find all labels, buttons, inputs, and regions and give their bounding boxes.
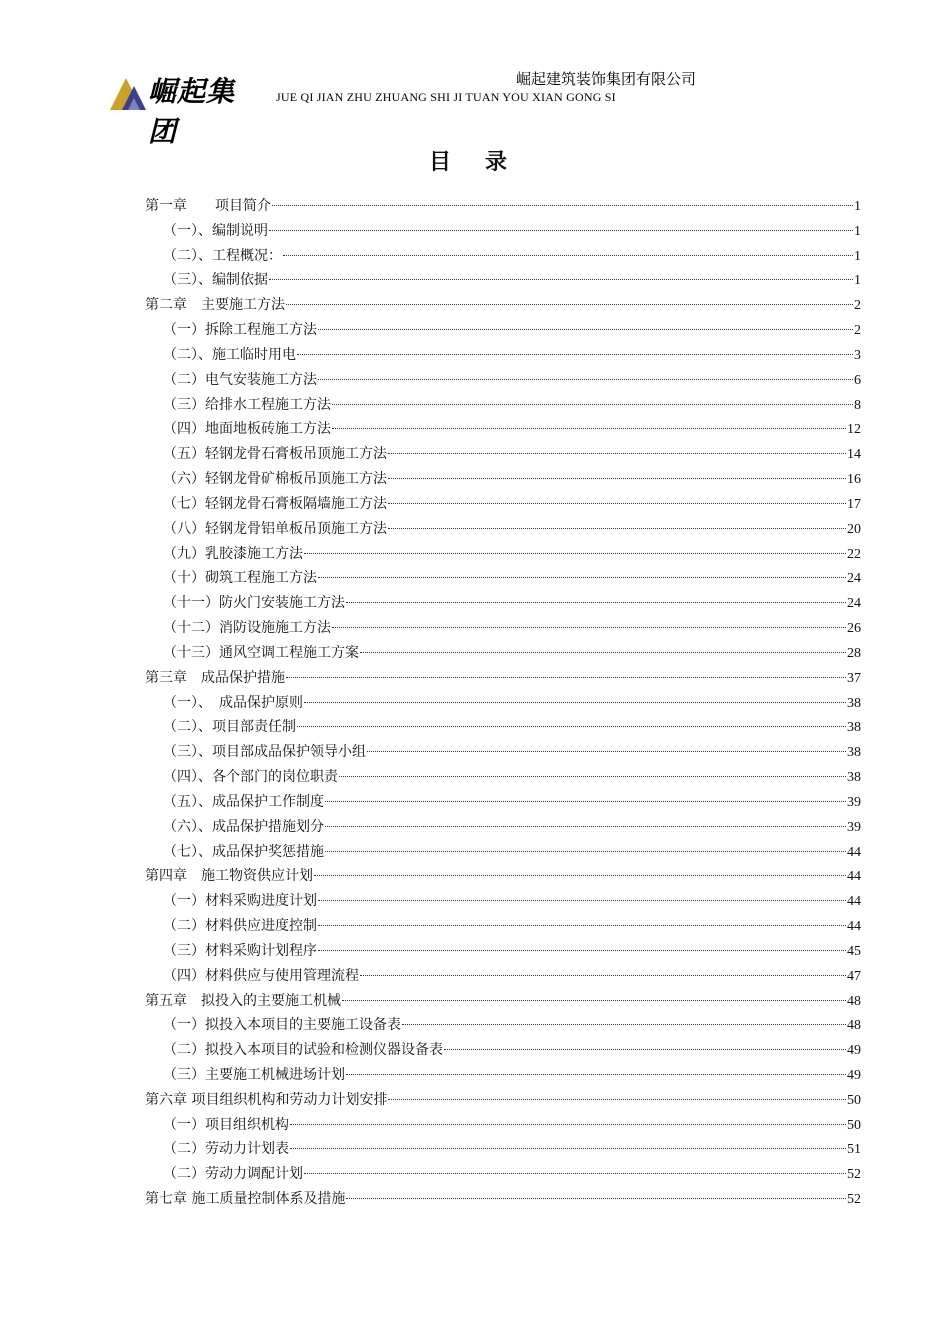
- toc-entry-label: （三）材料采购计划程序: [163, 942, 317, 959]
- toc-page-number: 1: [854, 273, 861, 289]
- toc-entry-label: （五）、成品保护工作制度: [163, 793, 324, 810]
- toc-entry-label: （一）材料采购进度计划: [163, 893, 317, 910]
- toc-page-number: 39: [847, 794, 861, 810]
- company-name-cn: 崛起建筑装饰集团有限公司: [516, 70, 697, 88]
- toc-entry-label: （七）轻钢龙骨石膏板隔墙施工方法: [163, 495, 387, 512]
- toc-dot-leader: [318, 950, 846, 951]
- toc-dot-leader: [318, 900, 846, 901]
- toc-page-number: 44: [847, 844, 861, 860]
- toc-page-number: 51: [847, 1142, 861, 1158]
- toc-section-row[interactable]: [145, 1162, 861, 1187]
- toc-entry-label: （二）、工程概况：: [163, 247, 282, 264]
- toc-section-row[interactable]: [145, 691, 861, 716]
- toc-dot-leader: [297, 354, 853, 355]
- toc-page-number: 26: [847, 621, 861, 637]
- toc-section-row[interactable]: [145, 939, 861, 964]
- toc-entry-label: （三）、项目部成品保护领导小组: [163, 744, 366, 761]
- toc-dot-leader: [325, 851, 846, 852]
- toc-page-number: 1: [854, 248, 861, 264]
- toc-dot-leader: [346, 1074, 846, 1075]
- toc-section-row[interactable]: [145, 417, 861, 442]
- toc-page-number: 1: [854, 223, 861, 239]
- toc-entry-label: （七）、成品保护奖惩措施: [163, 843, 324, 860]
- page-header: [108, 64, 828, 148]
- toc-dot-leader: [297, 726, 846, 727]
- toc-page-number: 16: [847, 472, 861, 488]
- toc-dot-leader: [360, 975, 846, 976]
- toc-section-row[interactable]: [145, 1063, 861, 1088]
- toc-section-row[interactable]: [145, 318, 861, 343]
- toc-section-row[interactable]: [145, 393, 861, 418]
- toc-entry-label: （六）、成品保护措施划分: [163, 818, 324, 835]
- toc-page-number: 52: [847, 1192, 861, 1208]
- toc-dot-leader: [360, 652, 846, 653]
- toc-dot-leader: [339, 776, 846, 777]
- toc-entry-label: （十）砌筑工程施工方法: [163, 570, 317, 587]
- logo-text: 崛起集团: [148, 75, 236, 148]
- toc-section-row[interactable]: [145, 244, 861, 269]
- toc-section-row[interactable]: [145, 889, 861, 914]
- toc-section-row[interactable]: [145, 815, 861, 840]
- toc-section-row[interactable]: [145, 542, 861, 567]
- toc-chapter-row[interactable]: [145, 989, 861, 1014]
- toc-page-number: 39: [847, 819, 861, 835]
- toc-page-number: 48: [847, 1018, 861, 1034]
- toc-dot-leader: [346, 1198, 846, 1199]
- toc-dot-leader: [318, 379, 853, 380]
- toc-entry-label: （八）轻钢龙骨铝单板吊顶施工方法: [163, 520, 387, 537]
- toc-dot-leader: [325, 801, 846, 802]
- toc-section-row[interactable]: [145, 467, 861, 492]
- toc-dot-leader: [367, 751, 846, 752]
- toc-page-number: 52: [847, 1167, 861, 1183]
- toc-entry-label: （二）材料供应进度控制: [163, 918, 317, 935]
- toc-page-number: 17: [847, 496, 861, 512]
- toc-section-row[interactable]: [145, 1113, 861, 1138]
- toc-entry-label: 第七章 施工质量控制体系及措施: [145, 1191, 346, 1208]
- toc-dot-leader: [318, 925, 846, 926]
- toc-chapter-row[interactable]: [145, 1187, 861, 1212]
- toc-entry-label: （三）主要施工机械进场计划: [163, 1066, 345, 1083]
- toc-section-row[interactable]: [145, 616, 861, 641]
- toc-entry-label: 第三章 成品保护措施: [145, 669, 285, 686]
- toc-section-row[interactable]: [145, 790, 861, 815]
- toc-entry-label: （十二）消防设施施工方法: [163, 620, 331, 637]
- toc-chapter-row[interactable]: [145, 293, 861, 318]
- toc-section-row[interactable]: [145, 219, 861, 244]
- toc-section-row[interactable]: [145, 765, 861, 790]
- toc-page-number: 38: [847, 770, 861, 786]
- toc-entry-label: （一）拟投入本项目的主要施工设备表: [163, 1017, 401, 1034]
- toc-dot-leader: [318, 577, 846, 578]
- toc-section-row[interactable]: [145, 343, 861, 368]
- toc-page-number: 44: [847, 894, 861, 910]
- logo-mark-icon: [108, 72, 148, 112]
- toc-section-row[interactable]: [145, 517, 861, 542]
- toc-section-row[interactable]: [145, 1137, 861, 1162]
- toc-entry-label: （二）拟投入本项目的试验和检测仪器设备表: [163, 1042, 443, 1059]
- toc-page-number: 20: [847, 521, 861, 537]
- toc-dot-leader: [332, 428, 846, 429]
- toc-section-row[interactable]: [145, 715, 861, 740]
- toc-page-number: 22: [847, 546, 861, 562]
- toc-section-row[interactable]: [145, 1038, 861, 1063]
- toc-title: 目录: [428, 149, 541, 175]
- toc-page-number: 3: [854, 347, 861, 363]
- toc-entry-label: （二）劳动力调配计划: [163, 1166, 303, 1183]
- toc-entry-label: 第一章 项目简介: [145, 198, 271, 214]
- toc-section-row[interactable]: [145, 840, 861, 865]
- toc-section-row[interactable]: [145, 442, 861, 467]
- toc-dot-leader: [402, 1024, 846, 1025]
- toc-dot-leader: [318, 329, 853, 330]
- toc-page-number: 49: [847, 1067, 861, 1083]
- toc-page-number: 1: [854, 199, 861, 214]
- toc-dot-leader: [342, 1000, 846, 1001]
- toc-page-number: 37: [847, 670, 861, 686]
- toc-page-number: 28: [847, 645, 861, 661]
- toc-dot-leader: [272, 205, 853, 206]
- toc-page-number: 50: [847, 1117, 861, 1133]
- toc-entry-label: （一）拆除工程施工方法: [163, 322, 317, 339]
- toc-section-row[interactable]: [145, 1013, 861, 1038]
- toc-page-number: 6: [854, 372, 861, 388]
- toc-chapter-row[interactable]: [145, 194, 861, 219]
- toc-dot-leader: [304, 702, 846, 703]
- toc-section-row[interactable]: [145, 914, 861, 939]
- toc-page-number: 44: [847, 869, 861, 885]
- toc-section-row[interactable]: [145, 368, 861, 393]
- toc-page-number: 24: [847, 571, 861, 587]
- toc-chapter-row[interactable]: [145, 1088, 861, 1113]
- toc-page-number: 45: [847, 943, 861, 959]
- toc-entry-label: （二）、项目部责任制: [163, 719, 296, 736]
- toc-section-row[interactable]: [145, 566, 861, 591]
- toc-page-number: 38: [847, 695, 861, 711]
- toc-entry-label: （一）、 成品保护原则: [163, 694, 303, 711]
- toc-page-number: 12: [847, 422, 861, 438]
- toc-page-number: 38: [847, 745, 861, 761]
- toc-page-number: 50: [847, 1092, 861, 1108]
- toc-section-row[interactable]: [145, 591, 861, 616]
- toc-entry-label: （五）轻钢龙骨石膏板吊顶施工方法: [163, 446, 387, 463]
- toc-entry-label: （十三）通风空调工程施工方案: [163, 644, 359, 661]
- toc-page-number: 49: [847, 1043, 861, 1059]
- toc-page-number: 14: [847, 447, 861, 463]
- toc-page-number: 44: [847, 919, 861, 935]
- toc-section-row[interactable]: [145, 492, 861, 517]
- toc-section-row[interactable]: [145, 964, 861, 989]
- toc-dot-leader: [388, 1099, 846, 1100]
- toc-page-number: 8: [854, 397, 861, 413]
- toc-entry-label: （四）、各个部门的岗位职责: [163, 769, 338, 786]
- toc-dot-leader: [314, 875, 846, 876]
- toc-entry-label: （一）、编制说明: [163, 222, 268, 239]
- toc-entry-label: （四）材料供应与使用管理流程: [163, 967, 359, 984]
- company-name-en: JUE QI JIAN ZHU ZHUANG SHI JI TUAN YOU XIAN GONG SI: [276, 90, 616, 104]
- table-of-contents: [145, 194, 861, 1212]
- toc-page-number: 47: [847, 968, 861, 984]
- toc-dot-leader: [332, 627, 846, 628]
- toc-dot-leader: [332, 404, 853, 405]
- toc-dot-leader: [283, 255, 853, 256]
- toc-entry-label: （一）项目组织机构: [163, 1116, 289, 1133]
- toc-page-number: 2: [854, 298, 861, 314]
- toc-entry-label: （九）乳胶漆施工方法: [163, 545, 303, 562]
- toc-dot-leader: [304, 553, 846, 554]
- toc-dot-leader: [388, 528, 846, 529]
- toc-entry-label: （二）劳动力计划表: [163, 1141, 289, 1158]
- toc-entry-label: （二）电气安装施工方法: [163, 371, 317, 388]
- toc-dot-leader: [346, 602, 846, 603]
- toc-chapter-row[interactable]: [145, 864, 861, 889]
- toc-entry-label: 第五章 拟投入的主要施工机械: [145, 992, 341, 1009]
- toc-entry-label: （六）轻钢龙骨矿棉板吊顶施工方法: [163, 471, 387, 488]
- toc-page-number: 24: [847, 596, 861, 612]
- toc-page-number: 38: [847, 720, 861, 736]
- toc-dot-leader: [269, 230, 853, 231]
- toc-chapter-row[interactable]: [145, 666, 861, 691]
- toc-dot-leader: [290, 1148, 846, 1149]
- toc-entry-label: 第四章 施工物资供应计划: [145, 868, 313, 885]
- toc-page-number: 48: [847, 993, 861, 1009]
- toc-dot-leader: [269, 279, 853, 280]
- toc-dot-leader: [286, 304, 853, 305]
- toc-page-number: 2: [854, 323, 861, 339]
- toc-section-row[interactable]: [145, 641, 861, 666]
- toc-dot-leader: [290, 1124, 846, 1125]
- toc-entry-label: （三）给排水工程施工方法: [163, 396, 331, 413]
- toc-entry-label: 第二章 主要施工方法: [145, 297, 285, 314]
- company-logo: [108, 72, 258, 148]
- toc-dot-leader: [388, 453, 846, 454]
- toc-dot-leader: [444, 1049, 846, 1050]
- toc-dot-leader: [388, 478, 846, 479]
- toc-entry-label: （四）地面地板砖施工方法: [163, 421, 331, 438]
- toc-entry-label: （二）、施工临时用电: [163, 346, 296, 363]
- toc-dot-leader: [304, 1173, 846, 1174]
- toc-dot-leader: [286, 677, 846, 678]
- toc-entry-label: 第六章 项目组织机构和劳动力计划安排: [145, 1091, 388, 1108]
- toc-entry-label: （三）、编制依据: [163, 272, 268, 289]
- toc-dot-leader: [388, 503, 846, 504]
- toc-section-row[interactable]: [145, 740, 861, 765]
- toc-section-row[interactable]: [145, 268, 861, 293]
- toc-dot-leader: [325, 826, 846, 827]
- toc-entry-label: （十一）防火门安装施工方法: [163, 595, 345, 612]
